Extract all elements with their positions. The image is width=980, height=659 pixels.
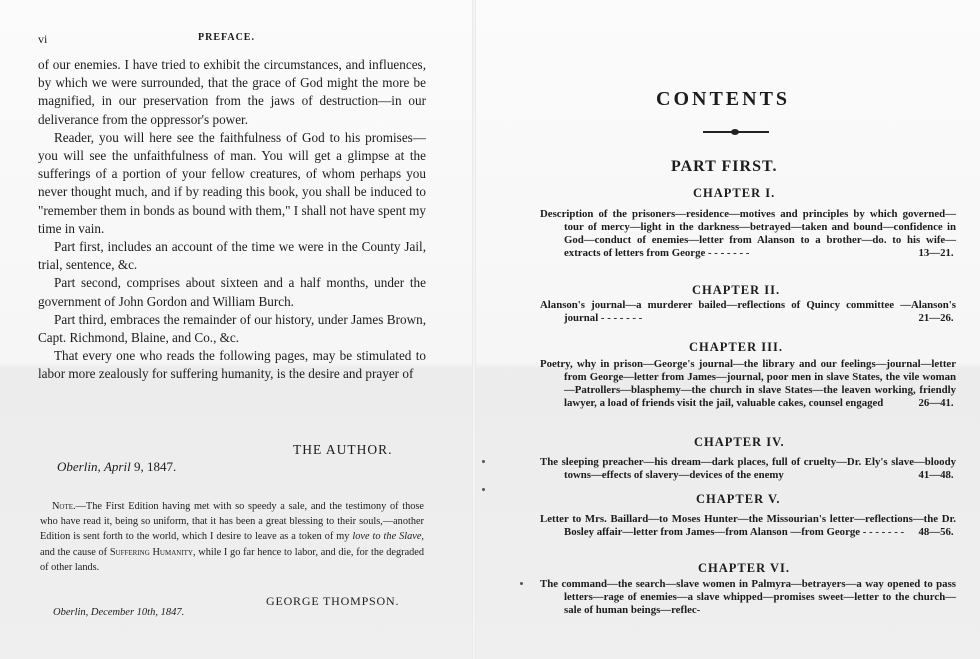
note-small-caps: Suffering Humanity, bbox=[109, 546, 196, 558]
chapter-pages: 13—21. bbox=[918, 247, 954, 259]
date-month: April bbox=[103, 459, 131, 474]
note-label: Note. bbox=[52, 501, 76, 512]
chapter-heading: CHAPTER V. bbox=[696, 492, 781, 506]
running-title: PREFACE. bbox=[198, 32, 255, 43]
chapter-summary bbox=[540, 578, 956, 617]
contents-page bbox=[478, 0, 980, 659]
note-italic: love to the Slave, bbox=[352, 531, 424, 543]
chapter-summary bbox=[540, 456, 956, 482]
date-place: Oberlin, bbox=[57, 459, 101, 474]
chapter-pages: 21—26. bbox=[918, 312, 954, 324]
print-speck bbox=[482, 460, 485, 463]
date-rest: 9, 1847. bbox=[133, 459, 177, 474]
chapter-heading: CHAPTER VI. bbox=[698, 561, 791, 575]
chapter-text: Poetry, why in prison—George's journal—the library and our feelings—journal—letter from George—letter from James—journal, poor men in slave States, the vile woman—Patrollers—blasphemy—the church in slave States—the leaven working, friendly lawyer, a load of friends visit the jail, valuable cakes, counsel engaged bbox=[540, 358, 956, 409]
page-gutter bbox=[472, 0, 476, 659]
chapter-summary bbox=[540, 358, 956, 410]
page-number: vi bbox=[38, 32, 48, 46]
title-rule-ornament bbox=[731, 129, 739, 135]
print-speck bbox=[520, 582, 523, 585]
chapter-text: Letter to Mrs. Baillard—to Moses Hunter—the Missourian's letter—reflections—the Dr. Bosley affair—letter from James—from Alanson —from George - - - - - - - bbox=[540, 513, 956, 538]
chapter-text: The command—the search—slave women in Palmyra—betrayers—a way opened to pass letters—rage of enemies—a slave whipped—promises sweet—letter to the church—sale of human beings—reflec- bbox=[540, 578, 956, 616]
preface-paragraph: That every one who reads the following pages, may be stimulated to labor more zealously for suffering humanity, is the desire and prayer of bbox=[38, 348, 426, 382]
preface-paragraph: Part second, comprises about sixteen and a half months, under the government of John Gordon and William Burch. bbox=[38, 275, 426, 309]
preface-date bbox=[57, 459, 176, 475]
chapter-pages: 26—41. bbox=[918, 397, 954, 409]
note-date: Oberlin, December 10th, 1847. bbox=[53, 607, 185, 618]
note-text: while I go far hence to labor, and die, for the degraded of other lands. bbox=[40, 546, 425, 573]
preface-text bbox=[38, 56, 426, 384]
note-signature: GEORGE THOMPSON. bbox=[266, 594, 400, 608]
chapter-text: The sleeping preacher—his dream—dark places, full of cruelty—Dr. Ely's slave—bloody towns—effects of slavery—devices of the enemy bbox=[540, 456, 956, 481]
chapter-text: Description of the prisoners—residence—motives and principles by which governed—tour of mercy—light in the darkness—betrayed—taken and bound—confidence in God—conduct of enemies—letter from Alanson to a brother—do. to his wife—extracts of letters from George - - - - - - - bbox=[540, 208, 956, 259]
edition-note bbox=[40, 499, 424, 575]
chapter-text: Alanson's journal—a murderer bailed—reflections of Quincy committee —Alanson's journal - - - - - - - bbox=[540, 299, 956, 324]
author-signature: THE AUTHOR. bbox=[293, 442, 393, 457]
chapter-pages: 41—48. bbox=[918, 469, 954, 481]
preface-page bbox=[0, 0, 470, 659]
print-speck bbox=[482, 488, 485, 491]
chapter-summary bbox=[540, 513, 956, 539]
chapter-heading: CHAPTER I. bbox=[693, 186, 776, 200]
chapter-heading: CHAPTER II. bbox=[692, 283, 781, 297]
note-text: and the cause of bbox=[40, 546, 110, 558]
preface-paragraph: Part first, includes an account of the time we were in the County Jail, trial, sentence, &c. bbox=[38, 239, 426, 273]
preface-paragraph: Part third, embraces the remainder of our history, under James Brown, Capt. Richmond, Blaine, and Co., &c. bbox=[38, 311, 426, 346]
running-head bbox=[38, 32, 433, 48]
chapter-heading: CHAPTER IV. bbox=[694, 435, 785, 449]
preface-paragraph: of our enemies. I have tried to exhibit the circumstances, and influences, by which we were surrounded, that the grace of God might the more be magnified, in our preservation from the jaws of destruction—in our deliverance from the oppressor's power. bbox=[38, 57, 426, 127]
preface-paragraph: Reader, you will here see the faithfulness of God to his promises—you will see the unfaithfulness of man. You will get a glimpse at the sufferings of a portion of your fellow creatures, of whom perhaps you never thought much, and if by reading this book, you shall be induced to "remember them in bonds as bound with them," I shall not have spent my time in vain. bbox=[38, 129, 427, 236]
part-heading: PART FIRST. bbox=[671, 158, 778, 175]
note-text: —The First Edition having met with so speedy a sale, and the testimony of those who have read it, being so uniform, that it has been a great blessing to their souls,—another Edition is sent forth to the world, which I desire to leave as a token of my bbox=[40, 501, 424, 543]
chapter-summary bbox=[540, 299, 956, 325]
contents-title: CONTENTS bbox=[656, 88, 791, 110]
chapter-pages: 48—56. bbox=[918, 526, 954, 538]
chapter-summary bbox=[540, 208, 956, 260]
chapter-heading: CHAPTER III. bbox=[689, 340, 783, 354]
